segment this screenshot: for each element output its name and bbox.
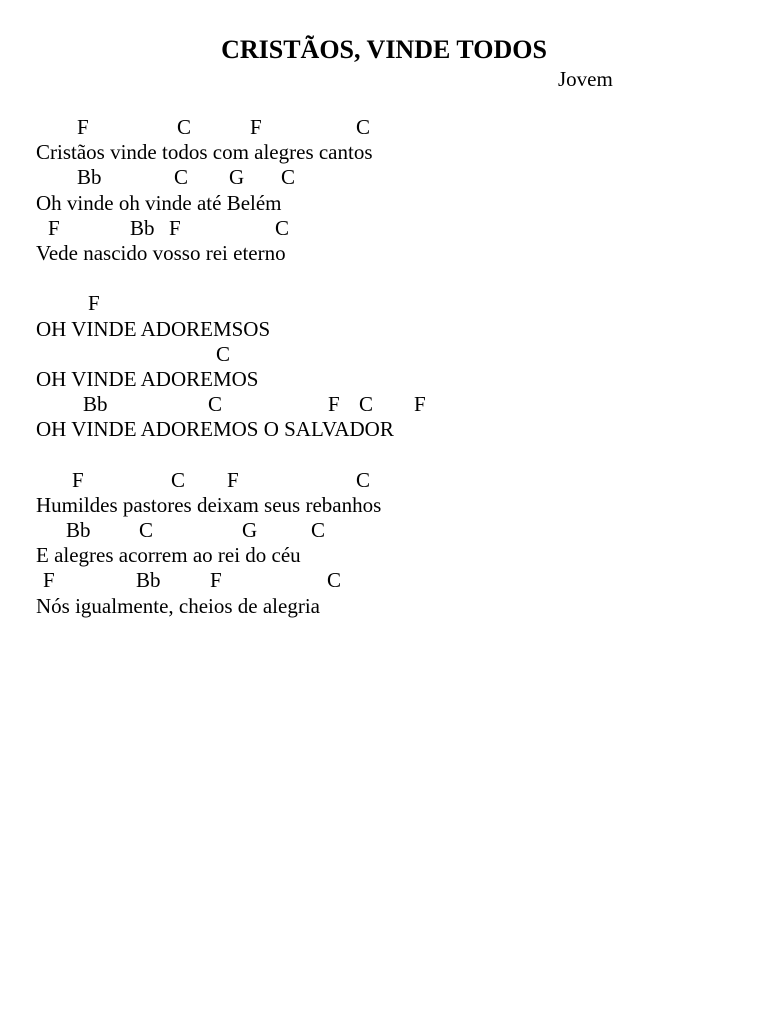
chord: C xyxy=(216,341,231,366)
chord: C xyxy=(356,467,371,492)
lyric-line xyxy=(36,417,736,442)
chord: Bb xyxy=(66,518,91,542)
blank-line xyxy=(36,442,736,467)
chord-line xyxy=(36,216,736,241)
lyric-line xyxy=(36,594,736,619)
chord: Bb xyxy=(83,392,108,417)
lyric-line xyxy=(36,367,736,392)
chord: F xyxy=(210,568,222,593)
lyric-text: Cristãos vinde todos com alegres cantos xyxy=(36,140,373,165)
chord: F xyxy=(250,115,262,139)
lyric-text: OH VINDE ADOREMOS O SALVADOR xyxy=(36,417,394,442)
song-subtitle: Jovem xyxy=(558,67,613,91)
chord: F xyxy=(227,467,239,492)
blank-line xyxy=(36,266,736,291)
chord: F xyxy=(414,392,426,417)
chord: F xyxy=(88,291,100,316)
chord: C xyxy=(139,518,154,542)
lyric-text: Oh vinde oh vinde até Belém xyxy=(36,190,282,215)
chord: F xyxy=(48,215,60,240)
chord: C xyxy=(281,165,296,190)
chord: C xyxy=(327,568,342,593)
chord: C xyxy=(356,115,371,139)
chord-line xyxy=(36,115,736,140)
lyric-text: OH VINDE ADOREMSOS xyxy=(36,316,271,341)
lyric-line xyxy=(36,241,736,266)
chord: C xyxy=(208,392,223,417)
chord: Bb xyxy=(130,215,155,240)
chord: F xyxy=(169,215,181,240)
lyric-line xyxy=(36,140,736,165)
lyric-line xyxy=(36,191,736,216)
chord: C xyxy=(177,115,192,139)
chord-line xyxy=(36,291,736,316)
chord: C xyxy=(171,467,186,492)
lyric-text: Humildes pastores deixam seus rebanhos xyxy=(36,492,382,517)
chord: F xyxy=(77,115,89,139)
chord-line xyxy=(36,568,736,593)
lyric-text: Vede nascido vosso rei eterno xyxy=(36,240,286,265)
chord: C xyxy=(311,518,326,542)
chord: C xyxy=(359,392,374,417)
chord: C xyxy=(174,165,189,190)
chord: C xyxy=(275,215,290,240)
chord: G xyxy=(229,165,245,190)
chord: F xyxy=(43,568,55,593)
chord-line xyxy=(36,165,736,190)
lyric-line xyxy=(36,543,736,568)
chord-line xyxy=(36,518,736,543)
chord-line xyxy=(36,342,736,367)
chord: Bb xyxy=(136,568,161,593)
chord: F xyxy=(72,467,84,492)
lyric-text: Nós igualmente, cheios de alegria xyxy=(36,593,320,618)
chord-sheet xyxy=(36,115,736,619)
chord: F xyxy=(328,392,340,417)
chord: G xyxy=(242,518,258,542)
lyric-text: OH VINDE ADOREMOS xyxy=(36,366,259,391)
lyric-line xyxy=(36,493,736,518)
song-title: CRISTÃOS, VINDE TODOS xyxy=(221,35,547,64)
chord-line xyxy=(36,392,736,417)
lyric-line xyxy=(36,317,736,342)
lyric-text: E alegres acorrem ao rei do céu xyxy=(36,543,301,568)
chord: Bb xyxy=(77,165,102,190)
chord-line xyxy=(36,468,736,493)
